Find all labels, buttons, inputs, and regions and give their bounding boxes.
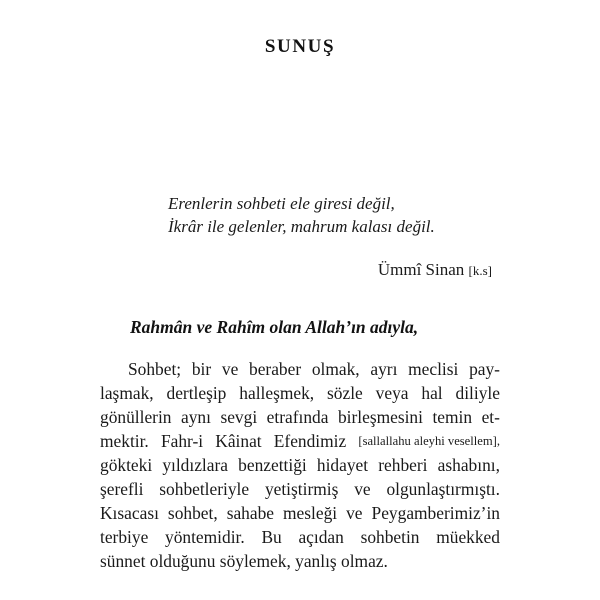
word: sözle — [327, 383, 363, 403]
word: mesleği — [283, 503, 338, 523]
prophetic-honorific: [sallallahu aleyhi vesellem], — [358, 434, 500, 448]
epigraph-attribution — [168, 259, 492, 282]
word: diliyle — [455, 383, 500, 403]
body-line-4 — [100, 429, 500, 453]
word: ve — [354, 479, 371, 499]
word: beraber — [249, 359, 302, 379]
word: sohbet, — [167, 503, 218, 523]
word: gönüllerin — [100, 407, 172, 427]
basmala-heading: Rahmân ve Rahîm olan Allah’ın adıyla, — [130, 317, 419, 337]
word: Kâinat — [215, 431, 262, 451]
word: benzettiği — [238, 455, 307, 475]
word: sohbetin — [360, 527, 420, 547]
body-line-3 — [100, 405, 500, 429]
word: etrafında — [266, 407, 329, 427]
word: açıdan — [298, 527, 344, 547]
body-line-1 — [100, 357, 500, 381]
word: yöntemidir. — [165, 527, 245, 547]
epigraph-line-2: İkrâr ile gelenler, mahrum kalası değil. — [168, 217, 435, 236]
epigraph-author-name: Ümmî Sinan — [377, 260, 465, 279]
word: yetiştirmiş — [264, 479, 339, 499]
word: olmak, — [311, 359, 360, 379]
word: halleşmek, — [239, 383, 315, 403]
word: terbiye — [100, 527, 149, 547]
epigraph-author-honorific: [k.s] — [468, 263, 492, 278]
word: rehberi — [378, 455, 428, 475]
body-line-5 — [100, 453, 500, 477]
word: Kısacası — [100, 503, 159, 523]
word: Sohbet; — [128, 359, 182, 379]
word: et- — [481, 407, 500, 427]
word: meclisi — [408, 359, 459, 379]
word: yıldızlara — [162, 455, 228, 475]
word: dertleşip — [166, 383, 227, 403]
epigraph-line-1: Erenlerin sohbeti ele giresi değil, — [168, 194, 395, 213]
word: gökteki — [100, 455, 153, 475]
word: ashabını, — [437, 455, 500, 475]
body-paragraph — [100, 357, 500, 573]
body-line-2 — [100, 381, 500, 405]
word: ve — [346, 503, 363, 523]
word: sohbetleriyle — [159, 479, 250, 499]
word: temin — [432, 407, 473, 427]
word: sahabe — [226, 503, 275, 523]
word: Efendimiz — [273, 431, 347, 451]
word: hidayet — [316, 455, 369, 475]
word: mektir. — [100, 431, 149, 451]
word: veya — [375, 383, 409, 403]
word: aynı — [180, 407, 211, 427]
word: sevgi — [220, 407, 258, 427]
body-line-7 — [100, 501, 500, 525]
body-line-8 — [100, 525, 500, 549]
word: olgunlaştırmıştı. — [386, 479, 500, 499]
word: müekked — [436, 527, 500, 547]
body-line-9: sünnet olduğunu söylemek, yanlış olmaz. — [100, 551, 388, 571]
word: hal — [421, 383, 443, 403]
word: Bu — [261, 527, 282, 547]
word: ve — [221, 359, 239, 379]
body-line-6 — [100, 477, 500, 501]
page-title: SUNUŞ — [264, 36, 336, 57]
word: ayrı — [370, 359, 398, 379]
word: Peygamberimiz’in — [371, 503, 500, 523]
word: şerefli — [100, 479, 144, 499]
word: Fahr-i — [160, 431, 204, 451]
word: bir — [191, 359, 212, 379]
word: pay- — [469, 359, 500, 379]
epigraph-block — [168, 192, 492, 282]
word: birleşmesini — [337, 407, 423, 427]
word: laşmak, — [100, 383, 154, 403]
